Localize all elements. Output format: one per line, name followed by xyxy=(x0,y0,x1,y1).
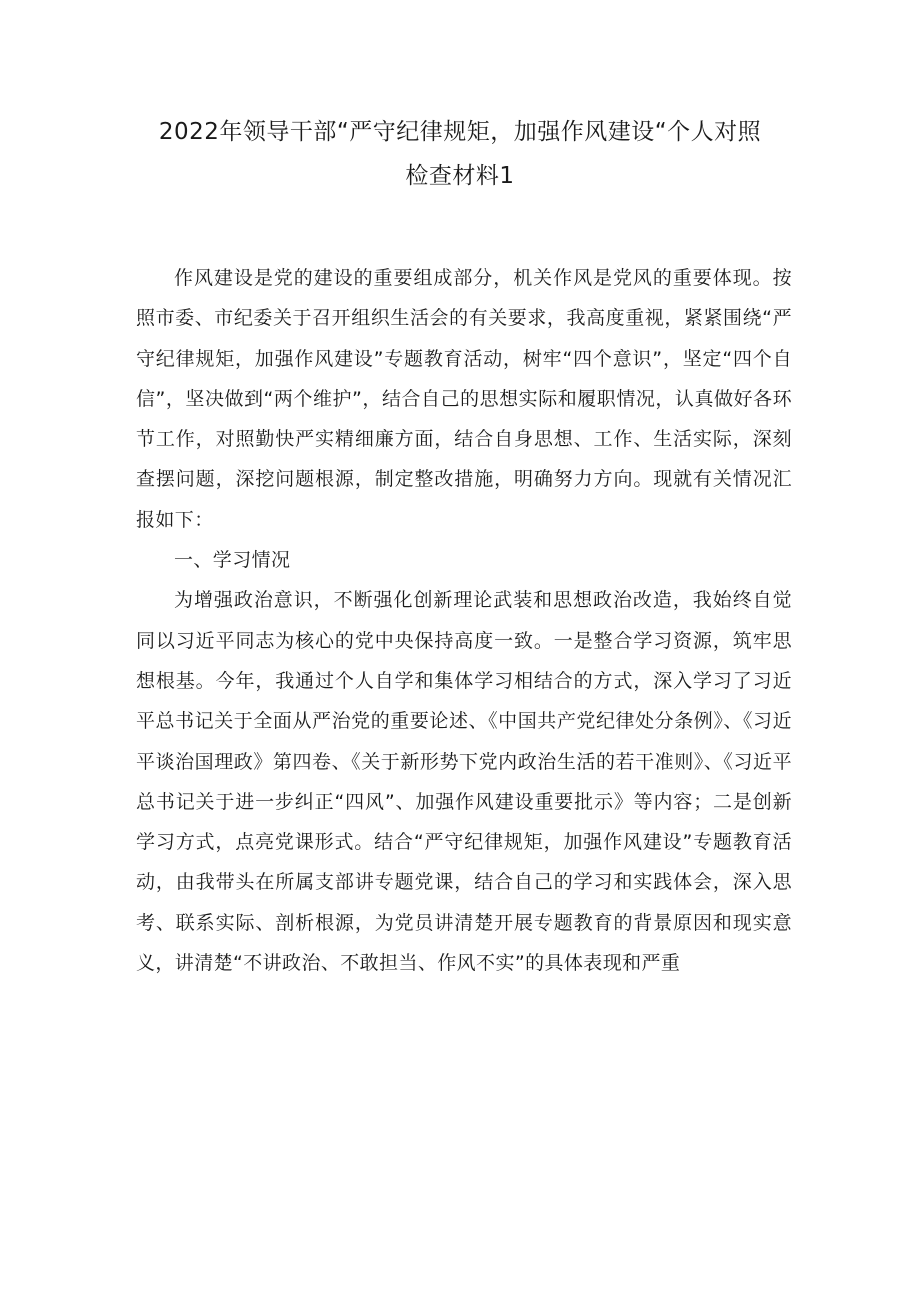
intro-paragraph: 作风建设是党的建设的重要组成部分，机关作风是党风的重要体现。按照市委、市纪委关于召开组织生活会的有关要求，我高度重视，紧紧围绕“严守纪律规矩，加强作风建设”专题教育活动，树牢“四个意识”，坚定“四个自信”，坚决做到“两个维护”，结合自己的思想实际和履职情况，认真做好各环节工作，对照勤快严实精细廉方面，结合自身思想、工作、生活实际，深刻查摆问题，深挖问题根源，制定整改措施，明确努力方向。现就有关情况汇报如下： xyxy=(136,267,792,531)
document-body xyxy=(136,258,792,983)
study-paragraph: 为增强政治意识，不断强化创新理论武装和思想政治改造，我始终自觉同以习近平同志为核心的党中央保持高度一致。一是整合学习资源，筑牢思想根基。今年，我通过个人自学和集体学习相结合的方式，深入学习了习近平总书记关于全面从严治党的重要论述、《中国共产党纪律处分条例》、《习近平谈治国理政》第四卷、《关于新形势下党内政治生活的若干准则》、《习近平总书记关于进一步纠正“四风”、加强作风建设重要批示》等内容；二是创新学习方式，点亮党课形式。结合“严守纪律规矩，加强作风建设”专题教育活动，由我带头在所属支部讲专题党课，结合自己的学习和实践体会，深入思考、联系实际、剖析根源，为党员讲清楚开展专题教育的背景原因和现实意义，讲清楚“不讲政治、不敢担当、作风不实”的具体表现和严重 xyxy=(136,589,792,975)
section-heading-study: 一、学习情况 xyxy=(174,549,291,572)
title-line-2: 检查材料1 xyxy=(405,163,515,189)
document-title xyxy=(130,110,790,198)
title-line-1: 2022年领导干部“严守纪律规矩，加强作风建设“个人对照 xyxy=(158,119,762,145)
